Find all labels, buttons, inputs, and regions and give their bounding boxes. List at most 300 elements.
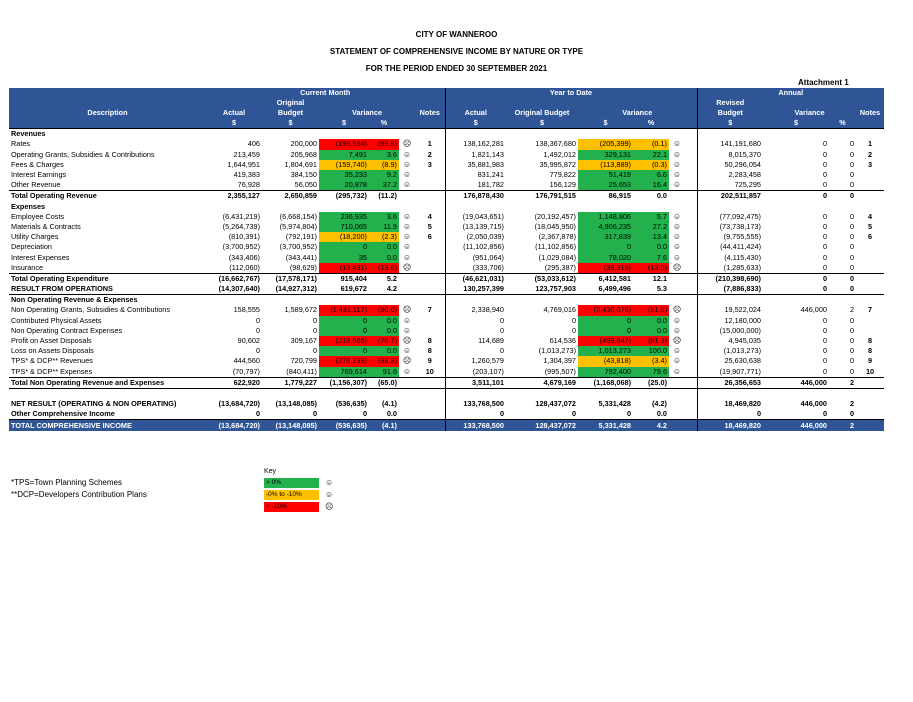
cm-actual: 76,928 xyxy=(237,180,260,190)
annual-budget: (210,398,690) xyxy=(697,273,763,284)
cm-note xyxy=(415,180,445,191)
ytd-variance-amount: (2,430,076) xyxy=(578,305,633,315)
table-row xyxy=(9,252,884,262)
smiley-icon: ☺ xyxy=(672,232,682,242)
annual-note xyxy=(856,191,884,202)
ytd-variance-pct: 13.4 xyxy=(633,232,669,242)
cm-actual: (16,662,767) xyxy=(206,273,262,284)
annual-note xyxy=(856,399,884,409)
cm-variance-pct: 3.6 xyxy=(369,212,399,222)
smiley-icon: ☺ xyxy=(672,180,682,190)
annual-variance-pct: 0 xyxy=(829,191,856,202)
ytd-variance-pct: (13.0) xyxy=(633,263,669,274)
cm-variance-amount: 710,065 xyxy=(319,222,369,232)
annual-variance-pct: 0 xyxy=(849,211,854,221)
cm-budget-header: Budget xyxy=(262,108,319,118)
cm-note xyxy=(415,420,445,431)
smiley-icon: ☺ xyxy=(672,159,682,169)
cm-variance-pct: 91.6 xyxy=(369,367,399,378)
annual-budget: (1,285,633) xyxy=(697,263,763,274)
annual-budget: (15,000,000) xyxy=(697,326,763,336)
annual-variance-pct: 2 xyxy=(829,377,856,388)
empty-cell xyxy=(506,129,578,140)
ytd-budget: 4,679,169 xyxy=(506,377,578,388)
empty-cell xyxy=(856,202,884,212)
smiley-icon xyxy=(669,377,685,388)
cm-variance-pct: (11.2) xyxy=(369,191,399,202)
cm-actual: (5,264,739) xyxy=(222,221,260,231)
unit-label: % xyxy=(369,118,399,129)
ytd-variance-pct: 0.0 xyxy=(633,326,669,336)
ytd-budget: (2,367,878) xyxy=(538,232,576,242)
annual-note: 8 xyxy=(867,346,873,356)
frown-icon: ☹ xyxy=(325,502,334,511)
empty-cell xyxy=(262,202,319,212)
cm-notes-header: Notes xyxy=(415,108,445,118)
row-label: Other Comprehensive Income xyxy=(9,409,206,420)
empty-cell xyxy=(415,388,445,399)
ytd-variance-pct: 6.6 xyxy=(633,170,669,180)
ytd-variance-pct: (0.3) xyxy=(633,160,669,170)
smiley-icon: ☺ xyxy=(402,242,412,252)
cm-note: 2 xyxy=(427,149,432,159)
row-label: Contributed Physical Assets xyxy=(11,315,102,325)
empty-cell xyxy=(506,388,578,399)
annual-variance-amount: 0 xyxy=(763,191,829,202)
cm-variance-pct: 3.6 xyxy=(369,150,399,160)
annual-note: 3 xyxy=(867,159,873,169)
annual-variance-amount: 446,000 xyxy=(800,305,827,315)
annual-variance-amount: 0 xyxy=(822,252,827,262)
cm-variance-pct: 9.2 xyxy=(369,170,399,180)
empty-cell xyxy=(633,388,669,399)
ytd-variance-amount: (38,319) xyxy=(578,263,633,274)
annual-variance-amount: 0 xyxy=(822,170,827,180)
annual-variance-amount: 0 xyxy=(822,262,827,272)
annual-note: 8 xyxy=(867,336,873,346)
empty-cell xyxy=(445,202,506,212)
annual-notes-header: Notes xyxy=(856,108,884,118)
annual-variance-pct: 2 xyxy=(849,305,854,315)
cm-variance-pct: (70.7) xyxy=(369,336,399,346)
frown-icon: ☹ xyxy=(402,139,412,149)
annual-note xyxy=(856,180,884,191)
table-row xyxy=(9,202,884,212)
annual-variance-header: Variance xyxy=(763,108,856,118)
ytd-budget: 779,822 xyxy=(549,170,576,180)
ytd-actual: 0 xyxy=(445,409,506,420)
cm-variance-amount: (199,594) xyxy=(319,139,369,149)
empty-cell xyxy=(369,388,399,399)
table-row xyxy=(9,388,884,399)
ytd-variance-pct: 5.7 xyxy=(633,212,669,222)
annual-note: 4 xyxy=(867,211,873,221)
cm-variance-amount: 7,491 xyxy=(319,150,369,160)
cm-actual: (13,684,720) xyxy=(206,420,262,431)
smiley-icon: ☺ xyxy=(672,149,682,159)
empty-cell xyxy=(685,242,697,252)
cm-variance-amount: 20,878 xyxy=(319,180,369,191)
frown-icon: ☹ xyxy=(402,262,412,272)
annual-variance-pct: 0 xyxy=(849,325,854,335)
cm-note xyxy=(415,170,445,180)
annual-variance-amount: 0 xyxy=(822,346,827,356)
unit-label: $ xyxy=(262,118,319,129)
smiley-icon: ☺ xyxy=(672,139,682,149)
smiley-icon: ☺ xyxy=(402,170,412,180)
cm-variance-pct: (4.1) xyxy=(381,399,397,409)
smiley-icon: ☺ xyxy=(402,346,412,356)
annual-note: 5 xyxy=(867,221,873,231)
smiley-icon xyxy=(669,420,685,431)
empty-cell xyxy=(206,129,262,140)
annual-variance-amount: 446,000 xyxy=(763,377,829,388)
smiley-icon xyxy=(399,191,415,202)
cm-variance-amount: 915,404 xyxy=(319,273,369,284)
empty-cell xyxy=(685,284,697,295)
cm-variance-amount: 35 xyxy=(319,252,369,262)
frown-icon: ☹ xyxy=(402,336,412,346)
empty-cell xyxy=(685,222,697,232)
ytd-variance-amount: 5,331,428 xyxy=(578,420,633,431)
cm-actual: (810,391) xyxy=(228,232,260,242)
cm-budget: (5,974,804) xyxy=(279,221,317,231)
annual-variance-amount: 0 xyxy=(822,211,827,221)
unit-label: $ xyxy=(697,118,763,129)
cm-variance-pct: (8.9) xyxy=(369,160,399,170)
ytd-variance-amount: 25,653 xyxy=(578,180,633,191)
ytd-variance-pct: (3.4) xyxy=(633,356,669,366)
ytd-actual: 0 xyxy=(445,326,506,336)
footnote-dcp: **DCP=Developers Contribution Plans xyxy=(11,490,147,499)
smiley-icon xyxy=(669,409,685,420)
annual-variance-amount: 0 xyxy=(822,242,827,252)
ytd-variance-pct: (51.0) xyxy=(633,305,669,315)
cm-note xyxy=(415,191,445,202)
smiley-icon xyxy=(399,284,415,295)
empty-cell xyxy=(445,129,506,140)
empty-cell xyxy=(685,252,697,262)
cm-actual: 622,920 xyxy=(206,377,262,388)
cm-variance-pct: (4.1) xyxy=(369,420,399,431)
ytd-variance-amount: (499,847) xyxy=(578,336,633,346)
ytd-variance-pct: 100.0 xyxy=(633,346,669,356)
empty-cell xyxy=(685,263,697,274)
ytd-actual: 35,881,983 xyxy=(445,160,506,170)
ytd-actual: 1,821,143 xyxy=(445,150,506,160)
ytd-budget: (53,033,612) xyxy=(506,273,578,284)
ytd-budget: 128,437,072 xyxy=(506,420,578,431)
cm-note xyxy=(415,326,445,336)
ytd-budget: (20,192,457) xyxy=(534,211,576,221)
annual-variance-amount: 446,000 xyxy=(763,420,829,431)
footnotes xyxy=(11,477,147,501)
cm-note xyxy=(415,316,445,326)
smiley-icon xyxy=(669,284,685,295)
row-label: Interest Expenses xyxy=(11,252,70,262)
cm-variance-amount: 35,233 xyxy=(319,170,369,180)
ytd-variance-amount: 78,020 xyxy=(578,252,633,262)
annual-variance-pct: 0 xyxy=(849,221,854,231)
ytd-actual: 0 xyxy=(445,346,506,356)
unit-label: $ xyxy=(763,118,829,129)
empty-cell xyxy=(369,295,399,306)
empty-cell xyxy=(633,295,669,306)
empty-cell xyxy=(685,295,697,306)
key-item xyxy=(264,477,333,488)
cm-budget: (17,578,171) xyxy=(262,273,319,284)
cm-variance-amount: (536,635) xyxy=(335,399,367,409)
cm-variance-amount: (13,431) xyxy=(319,263,369,274)
empty-cell xyxy=(685,191,697,202)
cm-actual: 406 xyxy=(247,139,260,149)
current-month-header: Current Month xyxy=(206,88,445,98)
ytd-variance-pct: 5.3 xyxy=(633,284,669,295)
cm-note: 5 xyxy=(427,221,432,231)
table-row xyxy=(9,139,884,149)
row-label: Fees & Charges xyxy=(11,159,64,169)
empty-cell xyxy=(669,295,685,306)
cm-note xyxy=(415,377,445,388)
cm-variance-pct: (2.3) xyxy=(369,232,399,242)
cm-budget: 205,968 xyxy=(290,149,317,159)
table-row xyxy=(9,273,884,284)
ytd-budget-header: Original Budget xyxy=(506,108,578,118)
cm-note xyxy=(415,284,445,295)
ytd-variance-pct: (0.1) xyxy=(633,139,669,149)
cm-variance-pct: (65.0) xyxy=(369,377,399,388)
ytd-actual: 3,511,101 xyxy=(445,377,506,388)
empty-cell xyxy=(856,129,884,140)
cm-variance-amount: 0 xyxy=(319,242,369,252)
annual-variance-amount: 0 xyxy=(822,356,827,366)
annual-variance-amount: 0 xyxy=(822,180,827,190)
ytd-variance-amount: 4,906,235 xyxy=(578,222,633,232)
smiley-icon: ☺ xyxy=(672,315,682,325)
ytd-actual: (2,050,039) xyxy=(445,232,506,242)
empty-cell xyxy=(685,409,697,420)
smiley-icon xyxy=(399,409,415,420)
smiley-icon: ☺ xyxy=(325,490,334,499)
empty-cell xyxy=(763,295,829,306)
cm-variance-amount: 0 xyxy=(319,409,369,420)
ytd-actual: (46,621,031) xyxy=(445,273,506,284)
ytd-budget: 614,536 xyxy=(549,336,576,346)
empty-cell xyxy=(829,388,856,399)
table-row xyxy=(9,170,884,180)
empty-cell xyxy=(856,295,884,306)
cm-variance-pct: (13.6) xyxy=(369,263,399,274)
key-item xyxy=(264,501,333,512)
frown-icon: ☹ xyxy=(672,262,682,272)
empty-cell xyxy=(206,202,262,212)
ytd-actual: (11,102,856) xyxy=(445,242,506,252)
ytd-variance-amount: 51,419 xyxy=(578,170,633,180)
cm-note xyxy=(415,263,445,274)
cm-note xyxy=(415,399,445,409)
cm-budget: 1,589,672 xyxy=(284,305,317,315)
cm-variance-pct: 11.9 xyxy=(369,222,399,232)
annual-variance-amount: 0 xyxy=(822,336,827,346)
ytd-actual: 138,162,281 xyxy=(445,139,506,149)
table-row xyxy=(9,242,884,252)
key-swatch-amber: -0% to -10% xyxy=(264,490,319,500)
ytd-variance-amount: 86,915 xyxy=(578,191,633,202)
annual-variance-pct: 0 xyxy=(849,252,854,262)
ytd-actual: 114,689 xyxy=(445,336,506,346)
cm-variance-amount: 619,672 xyxy=(319,284,369,295)
empty-cell xyxy=(856,388,884,399)
row-label xyxy=(9,388,206,399)
annual-variance-pct: 0 xyxy=(849,366,854,376)
annual-variance-amount: 446,000 xyxy=(800,399,827,409)
unit-label: $ xyxy=(319,118,369,129)
smiley-icon: ☺ xyxy=(672,325,682,335)
annual-budget: (4,115,430) xyxy=(697,252,763,262)
empty-cell xyxy=(685,367,697,378)
empty-cell xyxy=(685,326,697,336)
cm-budget: (13,148,085) xyxy=(275,399,317,409)
cm-budget: 200,000 xyxy=(290,139,317,149)
empty-cell xyxy=(399,129,415,140)
ytd-budget: 156,129 xyxy=(549,180,576,190)
cm-variance-pct: (90.0) xyxy=(369,305,399,315)
table-row xyxy=(9,377,884,388)
empty-cell xyxy=(685,399,697,409)
smiley-icon: ☺ xyxy=(672,211,682,221)
empty-cell xyxy=(578,129,633,140)
annual-budget: (73,738,173) xyxy=(697,222,763,232)
statement-title: STATEMENT OF COMPREHENSIVE INCOME BY NATURE OR TYPE xyxy=(329,47,584,56)
annual-note xyxy=(856,263,884,274)
ytd-variance-amount: (205,399) xyxy=(578,139,633,149)
empty-cell xyxy=(506,295,578,306)
empty-cell xyxy=(829,295,856,306)
ytd-actual: (203,107) xyxy=(445,367,506,378)
cm-budget: 720,799 xyxy=(290,356,317,366)
table-row xyxy=(9,326,884,336)
ytd-budget: 0 xyxy=(571,315,576,325)
cm-budget: (3,700,952) xyxy=(279,242,317,252)
empty-cell xyxy=(578,388,633,399)
empty-cell xyxy=(829,202,856,212)
annual-budget-header: Budget xyxy=(697,108,763,118)
table-row xyxy=(9,336,884,346)
table-row xyxy=(9,150,884,160)
empty-cell xyxy=(685,377,697,388)
ytd-budget: 35,995,872 xyxy=(539,159,576,169)
row-label: Employee Costs xyxy=(11,211,65,221)
empty-cell xyxy=(685,129,697,140)
empty-cell xyxy=(206,295,262,306)
empty-cell xyxy=(415,295,445,306)
smiley-icon: ☺ xyxy=(672,366,682,376)
smiley-icon: ☺ xyxy=(672,242,682,252)
ytd-budget: 123,757,903 xyxy=(506,284,578,295)
cm-budget: 0 xyxy=(312,346,317,356)
cm-variance-pct: 0.0 xyxy=(369,252,399,262)
period: FOR THE PERIOD ENDED 30 SEPTEMBER 2021 xyxy=(365,64,548,73)
cm-variance-pct: 0.0 xyxy=(369,409,399,420)
empty-cell xyxy=(685,346,697,356)
cm-note: 10 xyxy=(425,366,434,376)
annual-budget: (1,013,273) xyxy=(697,346,763,356)
table-row xyxy=(9,160,884,170)
ytd-actual: 130,257,399 xyxy=(445,284,506,295)
frown-icon: ☹ xyxy=(672,336,682,346)
cm-actual: (13,684,720) xyxy=(218,399,260,409)
ytd-variance-amount: 0 xyxy=(578,316,633,326)
empty-cell xyxy=(685,139,697,149)
cm-variance-pct: 0.0 xyxy=(369,316,399,326)
cm-budget: 0 xyxy=(312,325,317,335)
ytd-variance-amount: 1,148,806 xyxy=(578,212,633,222)
empty-cell xyxy=(697,388,763,399)
smiley-icon: ☺ xyxy=(402,232,412,242)
annual-note xyxy=(856,377,884,388)
empty-cell xyxy=(578,295,633,306)
row-label: Total Non Operating Revenue and Expenses xyxy=(9,377,206,388)
revised-label: Revised xyxy=(697,98,763,108)
smiley-icon: ☺ xyxy=(672,346,682,356)
empty-cell xyxy=(633,202,669,212)
table-row xyxy=(9,399,884,409)
empty-cell xyxy=(445,388,506,399)
annual-budget: (19,907,771) xyxy=(697,367,763,378)
annual-variance-amount: 0 xyxy=(822,221,827,231)
frown-icon: ☹ xyxy=(672,305,682,315)
cm-variance-amount: 0 xyxy=(319,326,369,336)
empty-cell xyxy=(685,273,697,284)
cm-budget: 0 xyxy=(312,315,317,325)
empty-cell xyxy=(369,129,399,140)
cm-variance-amount: (18,200) xyxy=(319,232,369,242)
annual-budget: 0 xyxy=(697,409,763,420)
empty-cell xyxy=(763,202,829,212)
ytd-budget: 1,492,012 xyxy=(543,149,576,159)
smiley-icon: ☺ xyxy=(402,315,412,325)
key-item xyxy=(264,489,333,500)
key-title: Key xyxy=(264,468,277,475)
row-label: Depreciation xyxy=(11,242,52,252)
cm-budget: 0 xyxy=(262,409,319,420)
cm-note: 6 xyxy=(427,232,432,242)
ytd-variance-header: Variance xyxy=(578,108,697,118)
cm-variance-pct: 4.2 xyxy=(369,284,399,295)
annual-variance-amount: 0 xyxy=(763,273,829,284)
ytd-actual: 1,260,579 xyxy=(445,356,506,366)
cm-variance-amount: (1,431,117) xyxy=(319,305,369,315)
row-label: Non Operating Contract Expenses xyxy=(11,325,123,335)
cm-actual-header: Actual xyxy=(206,108,262,118)
cm-budget: 1,779,227 xyxy=(262,377,319,388)
annual-budget: 2,283,458 xyxy=(697,170,763,180)
empty-cell xyxy=(369,202,399,212)
smiley-icon: ☺ xyxy=(325,478,334,487)
cm-variance-amount: (159,740) xyxy=(319,160,369,170)
annual-budget: 202,511,857 xyxy=(697,191,763,202)
cm-variance-amount: (218,565) xyxy=(319,336,369,346)
cm-variance-amount: (1,156,307) xyxy=(319,377,369,388)
smiley-icon: ☺ xyxy=(672,221,682,231)
annual-note xyxy=(856,409,884,420)
empty-cell xyxy=(206,388,262,399)
row-label: Profit on Asset Disposals xyxy=(11,336,92,346)
cm-actual: (343,406) xyxy=(228,252,260,262)
ytd-variance-amount: (43,818) xyxy=(578,356,633,366)
annual-budget: 26,356,653 xyxy=(697,377,763,388)
empty-cell xyxy=(415,129,445,140)
